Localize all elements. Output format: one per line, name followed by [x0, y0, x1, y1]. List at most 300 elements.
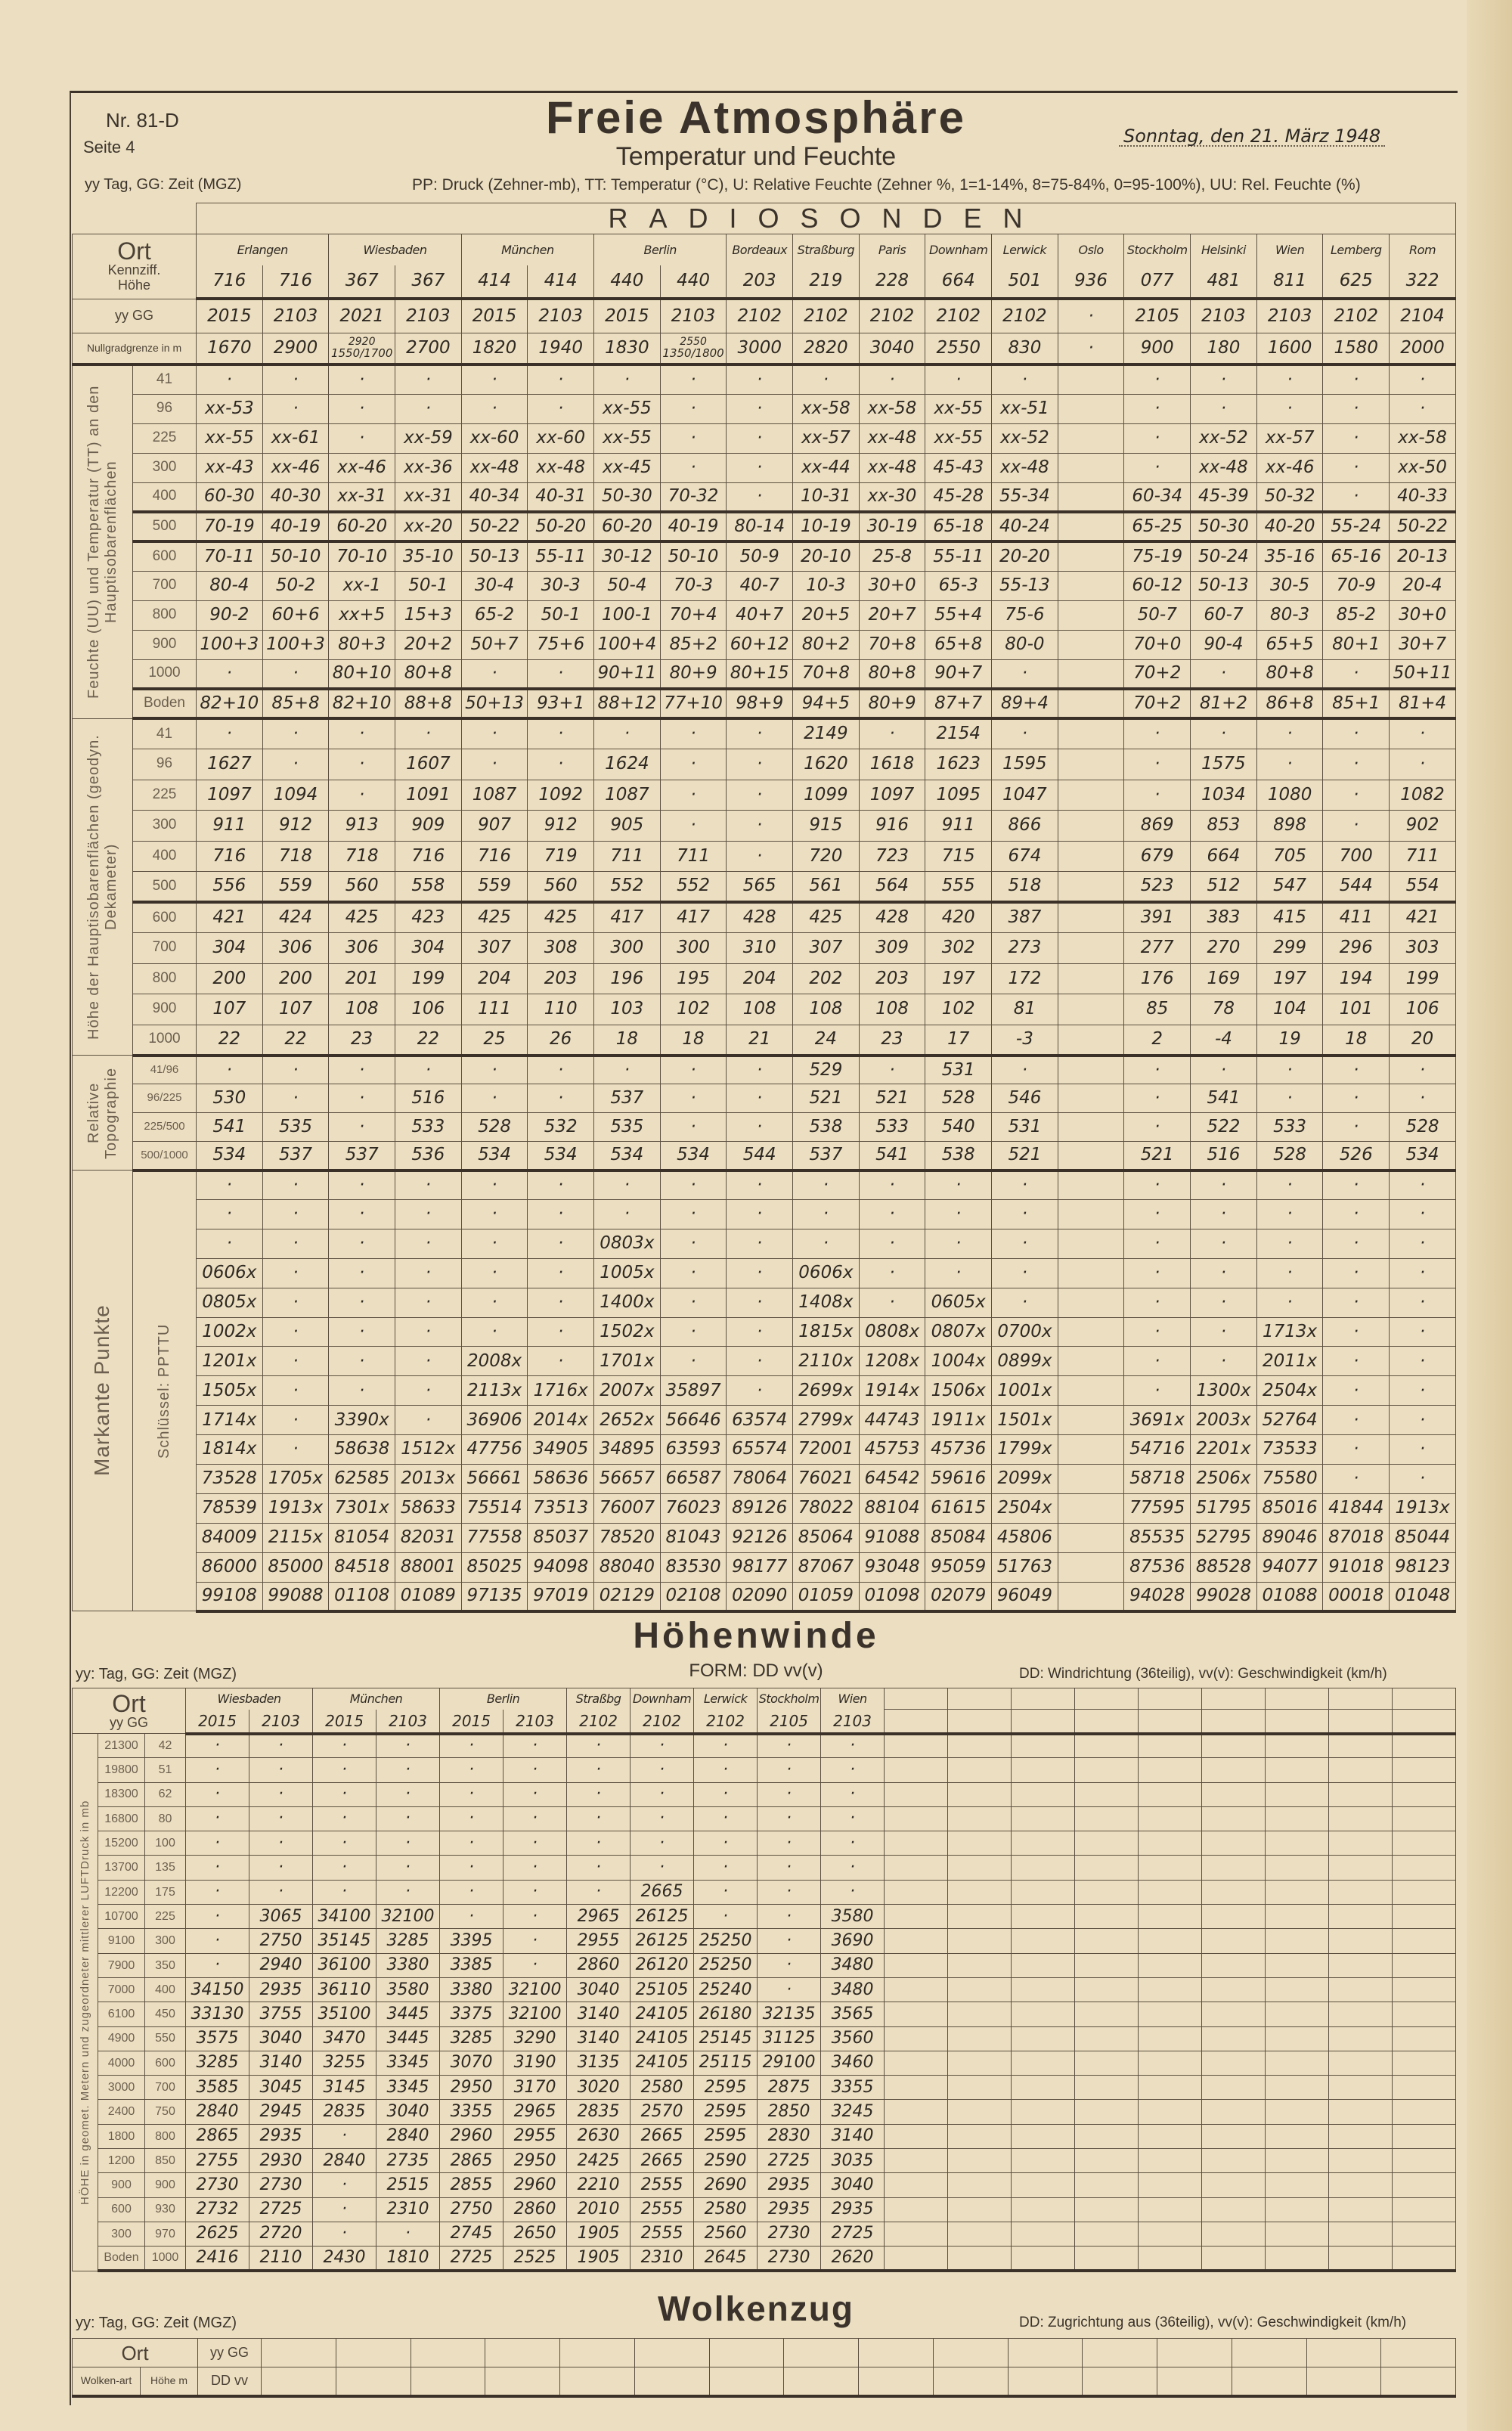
- data-cell: 70+2: [1124, 689, 1191, 718]
- wind-cell: ·: [694, 1806, 758, 1831]
- feuchte-row: [73, 571, 1456, 600]
- wind-cell: 2430: [313, 2247, 376, 2271]
- empty-cell: [1266, 1977, 1329, 2002]
- data-cell: 534: [1390, 1142, 1456, 1171]
- empty-cell: [1139, 1710, 1202, 1734]
- data-cell: 1091: [395, 780, 462, 811]
- data-cell: 533: [859, 1113, 925, 1142]
- empty-cell: [1012, 1710, 1075, 1734]
- data-cell: ·: [461, 718, 528, 749]
- nullgrad-row: [73, 333, 1456, 364]
- wind-row: [73, 1905, 1456, 1929]
- feuchte-row: [73, 423, 1456, 453]
- wind-cell: 2595: [694, 2076, 758, 2100]
- data-cell: ·: [395, 1258, 462, 1288]
- empty-cell: [1202, 1806, 1266, 1831]
- empty-cell: [1075, 2002, 1139, 2026]
- wind-cell: 2725: [821, 2222, 885, 2246]
- data-cell: 512: [1191, 872, 1257, 903]
- wind-cell: ·: [758, 1856, 821, 1880]
- data-cell: ·: [395, 1229, 462, 1258]
- data-cell: 533: [1256, 1113, 1323, 1142]
- data-cell: 700: [1323, 841, 1390, 872]
- data-cell: 50-22: [1390, 512, 1456, 541]
- data-cell: ·: [594, 718, 661, 749]
- empty-cell: [1329, 1880, 1393, 1904]
- data-cell: 78064: [727, 1465, 793, 1494]
- data-cell: ·: [461, 1056, 528, 1084]
- data-cell: 853: [1191, 811, 1257, 842]
- wind-cell: ·: [440, 1758, 503, 1782]
- empty-cell: [1075, 1782, 1139, 1806]
- height-m-cell: 1800: [98, 2124, 145, 2148]
- empty-cell: [709, 2367, 784, 2396]
- data-cell: ·: [1191, 1056, 1257, 1084]
- wind-cell: 2620: [821, 2247, 885, 2271]
- wind-cell: ·: [694, 1782, 758, 1806]
- empty-cell: [948, 1710, 1012, 1734]
- wind-cell: ·: [567, 1856, 631, 1880]
- wind-cell: 2630: [567, 2124, 631, 2148]
- data-cell: 98123: [1390, 1552, 1456, 1582]
- data-cell: 81+4: [1390, 689, 1456, 718]
- wind-time-cell: 2102: [631, 1710, 694, 1734]
- data-cell: 76021: [793, 1465, 860, 1494]
- data-cell: ·: [859, 1171, 925, 1200]
- data-cell: 50-30: [1191, 512, 1257, 541]
- level-label: 300: [133, 453, 197, 482]
- data-cell: ·: [925, 364, 992, 394]
- data-cell: ·: [395, 394, 462, 423]
- wind-cell: ·: [694, 1758, 758, 1782]
- empty-cell: [885, 1806, 948, 1831]
- data-cell: 50-10: [660, 541, 727, 571]
- wind-cell: ·: [186, 1831, 249, 1856]
- data-cell: 18: [1323, 1025, 1390, 1056]
- data-cell: ·: [461, 1199, 528, 1229]
- wind-cell: 2650: [503, 2222, 567, 2246]
- data-cell: 88040: [594, 1552, 661, 1582]
- wind-cell: ·: [758, 1953, 821, 1977]
- data-cell: 22: [262, 1025, 329, 1056]
- empty-cell: [885, 1905, 948, 1929]
- level-label: 600: [133, 541, 197, 571]
- data-cell: ·: [395, 1199, 462, 1229]
- form-number: Nr. 81-D: [106, 109, 179, 132]
- wind-cell: ·: [503, 1880, 567, 1904]
- markante-row: [73, 1347, 1456, 1376]
- height-m-cell: 15200: [98, 1831, 145, 1856]
- data-cell: 65+8: [925, 630, 992, 659]
- data-cell: 110: [528, 994, 594, 1025]
- data-cell: 50+7: [461, 630, 528, 659]
- data-cell: 87+7: [925, 689, 992, 718]
- empty-cell: [1266, 2149, 1329, 2173]
- data-cell: ·: [1390, 1376, 1456, 1406]
- wind-row: [73, 2222, 1456, 2246]
- wind-cell: 29100: [758, 2051, 821, 2075]
- data-cell: 50-9: [727, 541, 793, 571]
- data-cell: ·: [329, 1171, 395, 1200]
- ort-label: Ort: [117, 237, 151, 265]
- data-cell: xx-20: [395, 512, 462, 541]
- wind-cell: ·: [567, 1831, 631, 1856]
- wind-cell: ·: [313, 1856, 376, 1880]
- wind-cell: ·: [440, 1806, 503, 1831]
- data-cell: 87536: [1124, 1552, 1191, 1582]
- pressure-mb-cell: 900: [145, 2173, 186, 2197]
- level-label: 800: [133, 963, 197, 994]
- empty-cell: [1266, 1831, 1329, 1856]
- wind-cell: ·: [758, 1734, 821, 1758]
- wind-cell: ·: [758, 1831, 821, 1856]
- data-cell: ·: [1124, 749, 1191, 780]
- data-cell: ·: [594, 1056, 661, 1084]
- data-cell: 95059: [925, 1552, 992, 1582]
- data-cell: 1618: [859, 749, 925, 780]
- nullgrad-value: 3000: [737, 337, 782, 358]
- data-cell: ·: [262, 1056, 329, 1084]
- wind-cell: 3140: [821, 2124, 885, 2148]
- wind-cell: 2965: [567, 1905, 631, 1929]
- empty-cell: [1329, 2222, 1393, 2246]
- wind-row: [73, 2173, 1456, 2197]
- wind-cell: 3480: [821, 1953, 885, 1977]
- data-cell: 45-39: [1191, 482, 1257, 512]
- data-cell: 421: [197, 902, 263, 933]
- data-cell: ·: [528, 1056, 594, 1084]
- wind-cell: 2570: [631, 2100, 694, 2124]
- wind-cell: ·: [758, 1905, 821, 1929]
- paper-edge: [1467, 0, 1512, 2431]
- data-cell: ·: [1323, 1258, 1390, 1288]
- wind-cell: 3035: [821, 2149, 885, 2173]
- wind-cell: ·: [503, 1905, 567, 1929]
- data-cell: ·: [1124, 1317, 1191, 1347]
- data-cell: ·: [1390, 749, 1456, 780]
- data-cell: ·: [1323, 1435, 1390, 1465]
- data-cell: 98+9: [727, 689, 793, 718]
- empty-cell: [634, 2339, 709, 2367]
- data-cell: 556: [197, 872, 263, 903]
- level-label: 41: [133, 718, 197, 749]
- data-cell: 7301x: [329, 1493, 395, 1523]
- data-cell: ·: [727, 811, 793, 842]
- data-cell: 535: [262, 1113, 329, 1142]
- data-cell: 1799x: [992, 1435, 1058, 1465]
- wind-cell: 2555: [631, 2222, 694, 2246]
- empty-cell: [948, 1905, 1012, 1929]
- wind-cell: 3355: [440, 2100, 503, 2124]
- data-cell: 94028: [1124, 1582, 1191, 1611]
- data-cell: 20-10: [793, 541, 860, 571]
- data-cell: 90-2: [197, 600, 263, 630]
- wind-station-name: Stockholm: [758, 1688, 821, 1710]
- data-cell: ·: [461, 659, 528, 689]
- wind-cell: 2590: [694, 2149, 758, 2173]
- markante-row: [73, 1317, 1456, 1347]
- data-cell: ·: [528, 1229, 594, 1258]
- data-cell: [1058, 1113, 1124, 1142]
- data-cell: 526: [1323, 1142, 1390, 1171]
- wind-cell: 3040: [821, 2173, 885, 2197]
- wind-cell: ·: [440, 1782, 503, 1806]
- data-cell: ·: [262, 749, 329, 780]
- data-cell: ·: [1256, 1288, 1323, 1317]
- empty-cell: [948, 1929, 1012, 1953]
- data-cell: 106: [395, 994, 462, 1025]
- wind-cell: ·: [440, 1905, 503, 1929]
- empty-cell: [1329, 2247, 1393, 2271]
- data-cell: ·: [329, 780, 395, 811]
- data-cell: 22: [395, 1025, 462, 1056]
- data-cell: [1058, 994, 1124, 1025]
- data-cell: 1408x: [793, 1288, 860, 1317]
- data-cell: xx-55: [594, 394, 661, 423]
- data-cell: 1087: [594, 780, 661, 811]
- nullgrad-upper: 2550: [680, 336, 707, 349]
- empty-cell: [1329, 2149, 1393, 2173]
- kennziff-row: [73, 265, 1456, 299]
- data-cell: ·: [1256, 1229, 1323, 1258]
- section-title-row: [73, 203, 1456, 234]
- data-cell: 528: [925, 1084, 992, 1113]
- empty-cell: [1139, 1880, 1202, 1904]
- wind-row: [73, 1953, 1456, 1977]
- data-cell: 169: [1191, 963, 1257, 994]
- kennziff-cell: 936: [1058, 265, 1124, 299]
- level-label: 500: [133, 872, 197, 903]
- wind-cell: 2730: [186, 2173, 249, 2197]
- kennziff-cell: 228: [859, 265, 925, 299]
- data-cell: ·: [727, 1171, 793, 1200]
- data-cell: ·: [925, 1171, 992, 1200]
- wind-cell: ·: [821, 1758, 885, 1782]
- data-cell: 421: [1390, 902, 1456, 933]
- feuchte-row: [73, 512, 1456, 541]
- wind-cell: 2960: [503, 2173, 567, 2197]
- data-cell: 1099: [793, 780, 860, 811]
- data-cell: 528: [1256, 1142, 1323, 1171]
- wind-cell: 2720: [249, 2222, 313, 2246]
- wind-cell: ·: [313, 2222, 376, 2246]
- yygg-cell: 2102: [793, 299, 860, 333]
- data-cell: 716: [461, 841, 528, 872]
- data-cell: ·: [660, 1199, 727, 1229]
- data-cell: 916: [859, 811, 925, 842]
- data-cell: 391: [1124, 902, 1191, 933]
- empty-cell: [560, 2339, 635, 2367]
- level-label: 700: [133, 571, 197, 600]
- station-name: Wien: [1256, 234, 1323, 265]
- empty-cell: [1329, 2026, 1393, 2051]
- data-cell: 1034: [1191, 780, 1257, 811]
- data-cell: 99088: [262, 1582, 329, 1611]
- data-cell: 30-4: [461, 571, 528, 600]
- wind-cell: ·: [313, 1880, 376, 1904]
- wind-cell: 36110: [313, 1977, 376, 2002]
- empty-cell: [1393, 1953, 1456, 1977]
- data-cell: [1058, 1056, 1124, 1084]
- height-m-cell: 3000: [98, 2076, 145, 2100]
- data-cell: 1714x: [197, 1406, 263, 1435]
- data-cell: ·: [262, 1229, 329, 1258]
- wind-cell: ·: [186, 1905, 249, 1929]
- markante-row: [73, 1406, 1456, 1435]
- wind-cell: ·: [503, 1782, 567, 1806]
- data-cell: ·: [329, 1258, 395, 1288]
- data-cell: ·: [528, 1199, 594, 1229]
- nullgrad-value: 180: [1207, 337, 1241, 358]
- empty-cell: [1202, 1953, 1266, 1977]
- data-cell: 912: [262, 811, 329, 842]
- data-cell: ·: [992, 1199, 1058, 1229]
- wind-cell: ·: [313, 2173, 376, 2197]
- data-cell: 898: [1256, 811, 1323, 842]
- data-cell: xx-52: [1191, 423, 1257, 453]
- nullgrad-cell: [528, 333, 594, 364]
- data-cell: ·: [262, 659, 329, 689]
- data-cell: xx-44: [793, 453, 860, 482]
- hoehe-side-label: Höhe der Hauptisobarenflächen (geodyn. Dekameter): [85, 733, 119, 1040]
- wind-cell: 2725: [758, 2149, 821, 2173]
- height-m-cell: 9100: [98, 1929, 145, 1953]
- data-cell: 711: [594, 841, 661, 872]
- data-cell: 99028: [1191, 1582, 1257, 1611]
- data-cell: [1058, 1199, 1124, 1229]
- feuchte-row: [73, 689, 1456, 718]
- data-cell: 534: [660, 1142, 727, 1171]
- pressure-mb-cell: 750: [145, 2100, 186, 2124]
- data-cell: 1094: [262, 780, 329, 811]
- data-cell: ·: [1124, 1084, 1191, 1113]
- data-cell: 20+2: [395, 630, 462, 659]
- data-cell: ·: [1390, 1435, 1456, 1465]
- data-cell: 540: [925, 1113, 992, 1142]
- data-cell: 20+7: [859, 600, 925, 630]
- data-cell: 715: [925, 841, 992, 872]
- feuchte-side-label-cell: [73, 364, 133, 718]
- empty-cell: [1202, 2222, 1266, 2246]
- data-cell: 89046: [1256, 1523, 1323, 1552]
- data-cell: xx-43: [197, 453, 263, 482]
- station-name: Downham: [925, 234, 992, 265]
- empty-cell: [1139, 1905, 1202, 1929]
- data-cell: ·: [262, 1258, 329, 1288]
- data-cell: ·: [1323, 1406, 1390, 1435]
- kennziff-cell: 077: [1124, 265, 1191, 299]
- wind-cell: 2110: [249, 2247, 313, 2271]
- markante-row: [73, 1493, 1456, 1523]
- wind-cell: 26120: [631, 1953, 694, 1977]
- data-cell: ·: [1124, 1229, 1191, 1258]
- wind-cell: 25105: [631, 1977, 694, 2002]
- data-cell: 85037: [528, 1523, 594, 1552]
- data-cell: 100+3: [262, 630, 329, 659]
- data-cell: 18: [594, 1025, 661, 1056]
- data-cell: [1058, 902, 1124, 933]
- pressure-mb-cell: 135: [145, 1856, 186, 1880]
- data-cell: 94077: [1256, 1552, 1323, 1582]
- data-cell: 76023: [660, 1493, 727, 1523]
- data-cell: 83530: [660, 1552, 727, 1582]
- data-cell: 1620: [793, 749, 860, 780]
- time-note: yy Tag, GG: Zeit (MGZ): [85, 176, 242, 193]
- topo-side-label-cell: [73, 1056, 133, 1171]
- data-cell: 80-0: [992, 630, 1058, 659]
- data-cell: ·: [727, 1376, 793, 1406]
- kennziff-cell: 481: [1191, 265, 1257, 299]
- wind-station-name: München: [313, 1688, 440, 1710]
- wind-cell: 25115: [694, 2051, 758, 2075]
- data-cell: ·: [727, 1288, 793, 1317]
- data-cell: 35-16: [1256, 541, 1323, 571]
- empty-cell: [948, 2197, 1012, 2222]
- wind-cell: 3395: [440, 1929, 503, 1953]
- empty-cell: [1393, 1977, 1456, 2002]
- data-cell: ·: [727, 1056, 793, 1084]
- data-cell: ·: [793, 1199, 860, 1229]
- nullgrad-value: 3040: [869, 337, 915, 358]
- wind-cell: 3290: [503, 2026, 567, 2051]
- data-cell: 537: [329, 1142, 395, 1171]
- page-subtitle: Temperatur und Feuchte: [615, 142, 897, 171]
- wind-cell: 2665: [631, 1880, 694, 1904]
- empty-cell: [1139, 1856, 1202, 1880]
- wind-row: [73, 1734, 1456, 1758]
- data-cell: 417: [594, 902, 661, 933]
- empty-cell: [948, 2076, 1012, 2100]
- wind-cell: ·: [567, 1806, 631, 1831]
- empty-cell: [1329, 1710, 1393, 1734]
- empty-cell: [1202, 1929, 1266, 1953]
- data-cell: 108: [859, 994, 925, 1025]
- wind-ort-cell: [73, 1688, 186, 1734]
- empty-cell: [885, 2173, 948, 2197]
- data-cell: 70-32: [660, 482, 727, 512]
- data-cell: ·: [1390, 718, 1456, 749]
- pressure-mb-cell: 100: [145, 1831, 186, 1856]
- data-cell: 425: [528, 902, 594, 933]
- data-cell: 716: [197, 841, 263, 872]
- data-cell: [1058, 811, 1124, 842]
- data-cell: ·: [727, 780, 793, 811]
- data-cell: 80+10: [329, 659, 395, 689]
- data-cell: xx-48: [859, 423, 925, 453]
- wind-cell: 2416: [186, 2247, 249, 2271]
- empty-cell: [885, 1856, 948, 1880]
- data-cell: 679: [1124, 841, 1191, 872]
- data-cell: 50-10: [262, 541, 329, 571]
- data-cell: 664: [1191, 841, 1257, 872]
- empty-cell: [1202, 2124, 1266, 2148]
- empty-cell: [885, 2247, 948, 2271]
- data-cell: 90-4: [1191, 630, 1257, 659]
- nullgrad-cell: [197, 333, 263, 364]
- data-cell: 2008x: [461, 1347, 528, 1376]
- data-cell: 3390x: [329, 1406, 395, 1435]
- empty-cell: [948, 2026, 1012, 2051]
- data-cell: 18: [660, 1025, 727, 1056]
- kennziff-cell: 440: [660, 265, 727, 299]
- empty-cell: [1075, 1806, 1139, 1831]
- wind-cell: 32100: [376, 1905, 440, 1929]
- data-cell: 50-2: [262, 571, 329, 600]
- level-label: 900: [133, 630, 197, 659]
- wind-cell: 3145: [313, 2076, 376, 2100]
- data-cell: ·: [660, 1229, 727, 1258]
- blank-cell: [73, 203, 197, 234]
